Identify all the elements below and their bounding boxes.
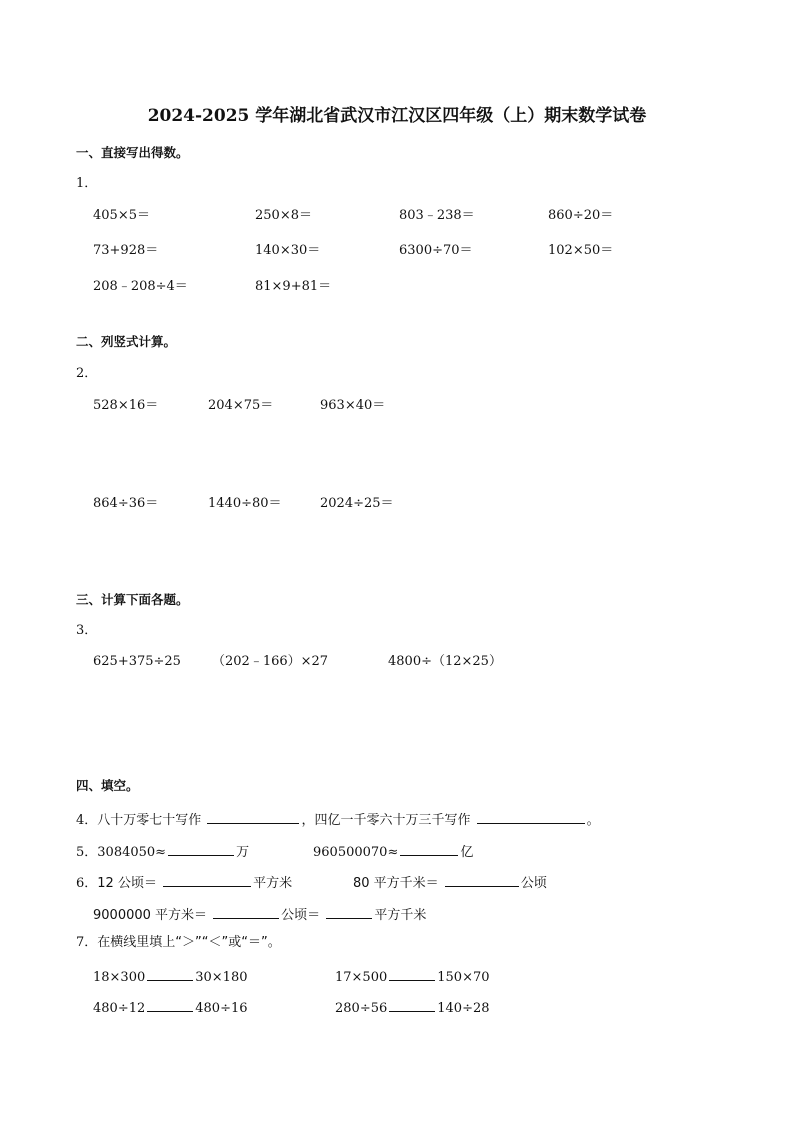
q4-text-1: 八十万零七十写作 xyxy=(97,813,202,828)
q6-blank-3[interactable] xyxy=(213,905,279,919)
q5-blank-2[interactable] xyxy=(400,842,458,856)
question-number-2: 2． xyxy=(76,366,98,381)
q1-item-6: 140×30＝ xyxy=(255,243,321,258)
q1-item-1: 405×5＝ xyxy=(93,208,150,223)
question-number-5: 5． xyxy=(76,845,98,860)
page-title: 2024-2025 学年湖北省武汉市江汉区四年级（上）期末数学试卷 xyxy=(147,106,647,126)
q6-blank-4[interactable] xyxy=(326,905,372,919)
q1-item-7: 6300÷70＝ xyxy=(399,243,473,258)
q6-blank-1[interactable] xyxy=(163,873,251,887)
q7-item-1-left: 18×300 xyxy=(93,970,146,985)
q7-item-1 xyxy=(93,967,248,986)
q6-c-unit-2: 平方千米 xyxy=(374,908,427,923)
q1-item-9: 208﹣208÷4＝ xyxy=(93,279,188,294)
q7-item-2-left: 17×500 xyxy=(335,970,388,985)
q6-c-unit-1: 公顷＝ xyxy=(281,908,321,923)
q5-a-text: 3084050≈ xyxy=(97,845,167,860)
question-5-row-b xyxy=(313,842,473,861)
q7-blank-2[interactable] xyxy=(389,967,435,981)
section-heading-1: 一、直接写出得数。 xyxy=(76,145,189,160)
q7-blank-4[interactable] xyxy=(389,998,435,1012)
q1-item-4: 860÷20＝ xyxy=(548,208,614,223)
question-6-row-b xyxy=(353,873,547,892)
q4-blank-1[interactable] xyxy=(207,810,299,824)
question-7-row xyxy=(76,935,281,951)
question-number-3: 3． xyxy=(76,623,98,638)
q6-b-unit: 公顷 xyxy=(520,876,547,891)
q5-b-unit: 亿 xyxy=(460,845,474,860)
q7-item-1-right: 30×180 xyxy=(195,970,248,985)
q4-blank-2[interactable] xyxy=(477,810,585,824)
question-number-4: 4． xyxy=(76,813,98,828)
q6-c-text: 9000000 平方米＝ xyxy=(93,908,208,923)
section-heading-3: 三、计算下面各题。 xyxy=(76,592,189,607)
q6-blank-2[interactable] xyxy=(445,873,519,887)
section-heading-2: 二、列竖式计算。 xyxy=(76,334,177,349)
q6-a-unit: 平方米 xyxy=(253,876,293,891)
q7-item-3-right: 480÷16 xyxy=(195,1001,248,1016)
q7-item-2-right: 150×70 xyxy=(437,970,490,985)
question-number-7: 7． xyxy=(76,935,98,950)
q7-item-4-left: 280÷56 xyxy=(335,1001,388,1016)
q3-item-2: （202﹣166）×27 xyxy=(212,654,329,669)
q7-item-4 xyxy=(335,998,490,1017)
question-number-1: 1． xyxy=(76,176,98,191)
q2-item-3: 963×40＝ xyxy=(320,398,386,413)
q6-a-text: 12 公顷＝ xyxy=(97,876,157,891)
q3-item-3: 4800÷（12×25） xyxy=(388,654,502,669)
q1-item-8: 102×50＝ xyxy=(548,243,614,258)
section-heading-4: 四、填空。 xyxy=(76,778,139,793)
q1-item-10: 81×9+81＝ xyxy=(255,279,332,294)
q4-text-end: 。 xyxy=(586,813,600,828)
question-5-row-a xyxy=(76,842,249,861)
q2-item-4: 864÷36＝ xyxy=(93,496,159,511)
q4-text-2: ，四亿一千零六十万三千写作 xyxy=(301,813,471,828)
q1-item-3: 803﹣238＝ xyxy=(399,208,475,223)
q7-item-3 xyxy=(93,998,248,1017)
question-6-row-c xyxy=(93,905,426,924)
q2-item-1: 528×16＝ xyxy=(93,398,159,413)
q7-blank-1[interactable] xyxy=(147,967,193,981)
q5-a-unit: 万 xyxy=(236,845,250,860)
q7-prompt: 在横线里填上“＞”“＜”或“＝”。 xyxy=(97,935,281,950)
q6-b-text: 80 平方千米＝ xyxy=(353,876,439,891)
q5-b-text: 960500070≈ xyxy=(313,845,399,860)
q2-item-2: 204×75＝ xyxy=(208,398,274,413)
q2-item-6: 2024÷25＝ xyxy=(320,496,394,511)
question-6-row-a xyxy=(76,873,292,892)
question-4-row xyxy=(76,810,600,829)
q3-item-1: 625+375÷25 xyxy=(93,654,181,669)
q2-item-5: 1440÷80＝ xyxy=(208,496,282,511)
q7-blank-3[interactable] xyxy=(147,998,193,1012)
q7-item-3-left: 480÷12 xyxy=(93,1001,146,1016)
q1-item-2: 250×8＝ xyxy=(255,208,312,223)
q7-item-2 xyxy=(335,967,490,986)
q5-blank-1[interactable] xyxy=(168,842,234,856)
q1-item-5: 73+928＝ xyxy=(93,243,159,258)
question-number-6: 6． xyxy=(76,876,98,891)
q7-item-4-right: 140÷28 xyxy=(437,1001,490,1016)
